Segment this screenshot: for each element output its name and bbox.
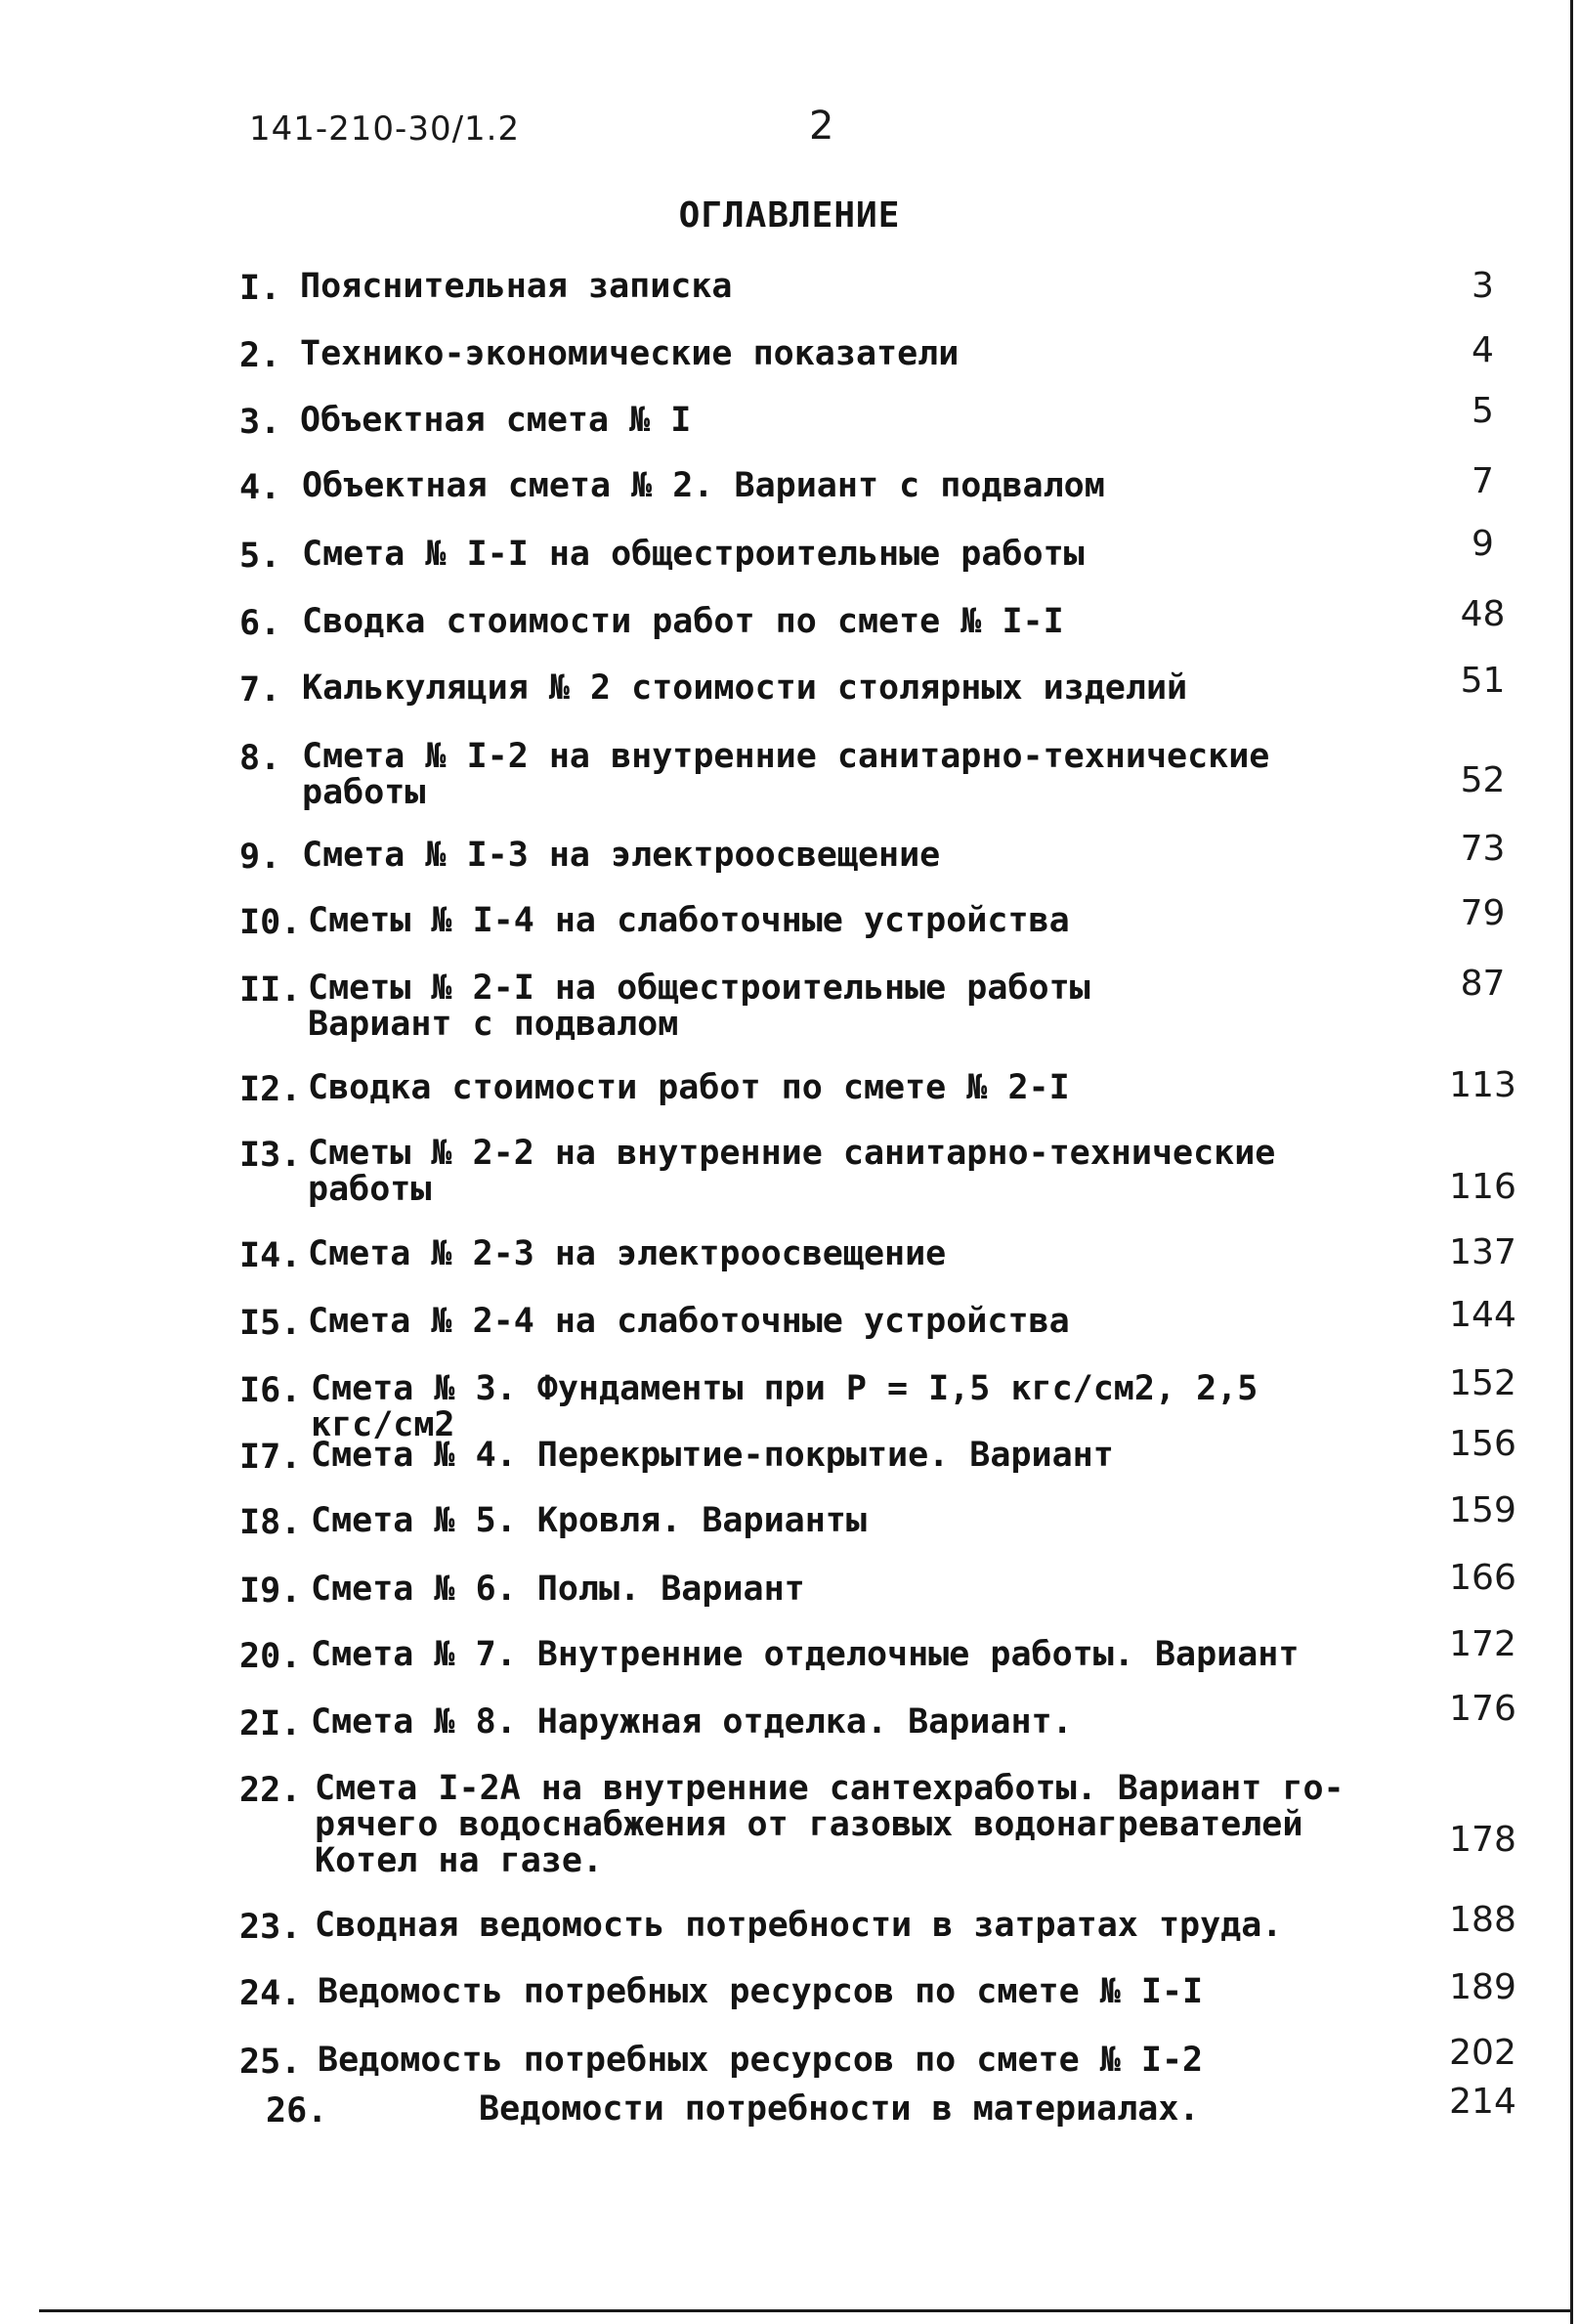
toc-entry-number: I9. [239,1571,302,1611]
toc-entry-number: 3. [239,403,281,442]
toc-entry-title: Технико-экономические показатели [300,334,960,373]
toc-entry-number: I0. [239,903,302,942]
toc-entry-number: I6. [239,1371,302,1410]
toc-entry-title: Объектная смета № I [300,401,692,440]
toc-entry-title: Смета № 5. Кровля. Варианты [311,1501,867,1540]
toc-entry-page: 3 [1472,266,1494,306]
toc-entry-number: 8. [239,739,281,778]
toc-entry-title: Калькуляция № 2 стоимости столярных изделий [302,668,1188,708]
toc-entry-page: 137 [1449,1232,1516,1272]
toc-entry-number: 26. [266,2091,328,2130]
toc-entry-page: 166 [1449,1558,1516,1598]
toc-entry-title: Сводка стоимости работ по смете № 2-I [308,1068,1070,1107]
toc-entry-number: 7. [239,670,281,710]
toc-entry-page: 87 [1460,964,1506,1004]
toc-entry-title: Смета № I-I на общестроительные работы [302,535,1085,574]
toc-entry-number: 2I. [239,1704,302,1743]
toc-entry-page: 178 [1449,1820,1516,1860]
toc-entry-number: 4. [239,468,281,507]
toc-entry-title: Смета № 7. Внутренние отделочные работы. Вариант [311,1635,1300,1674]
toc-entry-page: 51 [1460,661,1506,701]
toc-entry-number: 25. [239,2043,302,2082]
toc-entry-page: 188 [1449,1900,1516,1940]
toc-entry-title: Ведомости потребности в материалах. [479,2089,1200,2129]
toc-entry-number: I2. [239,1070,302,1109]
toc-entry-number: 22. [239,1771,302,1810]
toc-entry-page: 144 [1449,1295,1516,1335]
toc-entry-number: I7. [239,1438,302,1477]
toc-entry-title: Объектная смета № 2. Вариант с подвалом [302,466,1105,505]
toc-entry-number: 6. [239,604,281,643]
toc-entry-page: 116 [1449,1167,1516,1207]
toc-entry-number: I3. [239,1136,302,1175]
toc-entry-page: 156 [1449,1424,1516,1464]
toc-entry-page: 214 [1449,2082,1516,2122]
toc-entry-page: 113 [1449,1065,1516,1105]
toc-entry-title: Смета № I-3 на электроосвещение [302,836,941,875]
toc-entry-page: 7 [1472,461,1494,501]
toc-entry-page: 172 [1449,1624,1516,1664]
toc-entry-title: Смета № 8. Наружная отделка. Вариант. [311,1702,1073,1742]
toc-entry-title: Смета № 3. Фундаменты при Р = I,5 кгс/см2, 2,5 кгс/см2 [311,1369,1259,1444]
toc-entry-page: 9 [1472,524,1494,564]
toc-entry-title: Сметы № I-4 на слаботочные устройства [308,901,1070,940]
toc-entry-page: 189 [1449,1967,1516,2007]
toc-entry-page: 152 [1449,1363,1516,1403]
toc-entry-title: Смета № 2-4 на слаботочные устройства [308,1302,1070,1341]
toc-entry-title: Сводка стоимости работ по смете № I-I [302,602,1064,641]
toc-entry-title: Смета № I-2 на внутренние санитарно-технические работы [302,737,1270,812]
toc-entry-page: 52 [1460,760,1506,800]
toc-entry-number: 9. [239,838,281,877]
toc-entry-page: 73 [1460,829,1506,869]
toc-entry-number: 2. [239,336,281,375]
toc-entry-page: 79 [1460,893,1506,933]
toc-entry-page: 48 [1460,594,1506,634]
toc-entry-title: Смета № 6. Полы. Вариант [311,1570,805,1609]
toc-entry-title: Сводная ведомость потребности в затратах труда. [315,1906,1283,1945]
toc-entry-number: 24. [239,1974,302,2013]
toc-entry-number: 23. [239,1908,302,1947]
toc-entry-title: Смета № 4. Перекрытие-покрытие. Вариант [311,1436,1114,1475]
toc-entry-title: Ведомость потребных ресурсов по смете № I-2 [318,2041,1204,2080]
page-number: 2 [809,104,834,149]
toc-entry-number: I4. [239,1236,302,1275]
toc-entry-page: 176 [1449,1689,1516,1729]
toc-entry-page: 159 [1449,1490,1516,1530]
toc-entry-number: I. [239,269,281,308]
toc-entry-page: 202 [1449,2033,1516,2073]
toc-entry-number: I8. [239,1503,302,1542]
toc-entry-number: I5. [239,1304,302,1343]
toc-entry-title: Сметы № 2-2 на внутренние санитарно-технические работы [308,1134,1276,1209]
toc-title: ОГЛАВЛЕНИЕ [678,195,901,236]
toc-entry-page: 5 [1472,391,1494,431]
toc-entry-title: Смета № 2-3 на электроосвещение [308,1234,947,1273]
toc-entry-number: 5. [239,537,281,576]
toc-entry-title: Смета I-2А на внутренние сантехработы. Вариант го- рячего водоснабжения от газовых водонагревателей Котел на газе. [315,1769,1344,1880]
toc-entry-page: 4 [1472,330,1494,370]
toc-entry-number: II. [239,970,302,1010]
toc-entry-title: Пояснительная записка [300,267,733,306]
toc-entry-title: Ведомость потребных ресурсов по смете № I-I [318,1972,1204,2011]
toc-entry-number: 20. [239,1637,302,1676]
toc-entry-title: Сметы № 2-I на общестроительные работы Вариант с подвалом [308,968,1090,1044]
document-code: 141-210-30/1.2 [249,109,521,149]
